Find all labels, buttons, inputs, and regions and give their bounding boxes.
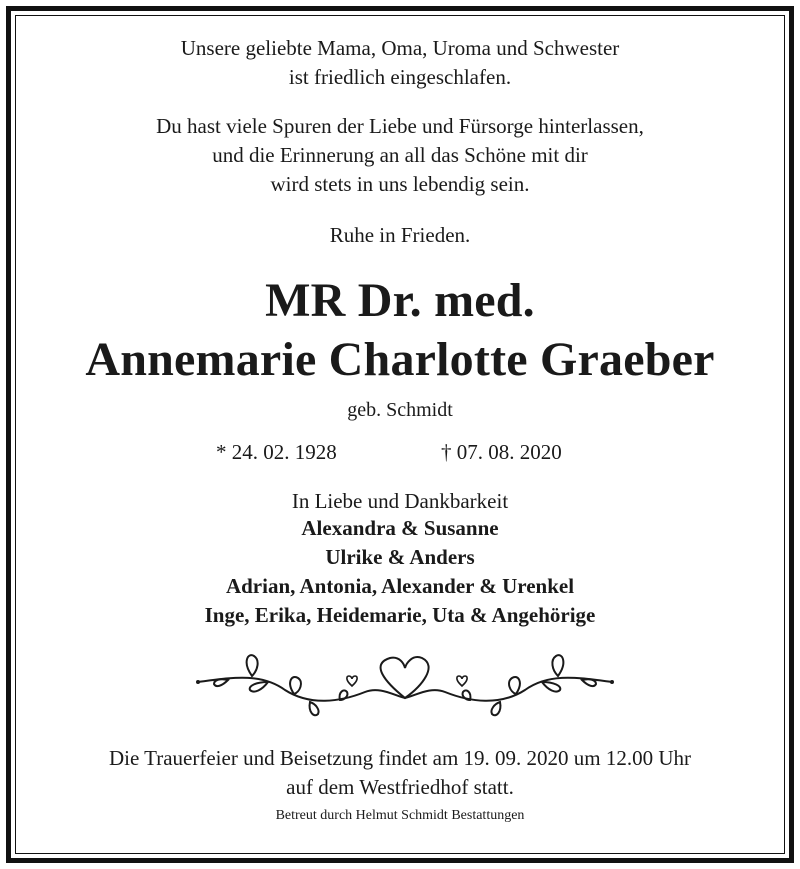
rest-in-peace: Ruhe in Frieden.: [329, 223, 471, 247]
deceased-title: MR Dr. med.: [265, 274, 535, 327]
death-date: † 07. 08. 2020: [441, 440, 562, 464]
funeral-line-2: auf dem Westfriedhof statt.: [286, 775, 514, 799]
mourner-line: Alexandra & Susanne: [301, 516, 499, 540]
undertaker-credit: Betreut durch Helmut Schmidt Bestattungen: [275, 808, 525, 823]
dates-row: [0, 442, 800, 466]
verse-line-1: Du hast viele Spuren der Liebe und Fürsorge hinterlassen,: [156, 114, 644, 138]
mourner-line: Ulrike & Anders: [325, 545, 475, 569]
mourner-line: Inge, Erika, Heidemarie, Uta & Angehörige: [204, 603, 596, 627]
mourner-line: Adrian, Antonia, Alexander & Urenkel: [225, 574, 575, 598]
deceased-name: Annemarie Charlotte Graeber: [85, 333, 715, 386]
birth-name: geb. Schmidt: [347, 399, 453, 421]
inner-border: [15, 15, 785, 854]
intro-line-1: Unsere geliebte Mama, Oma, Uroma und Schwester: [180, 36, 620, 60]
verse-line-2: und die Erinnerung an all das Schöne mit dir: [212, 143, 588, 167]
birth-date: * 24. 02. 1928: [216, 440, 337, 464]
verse-line-3: wird stets in uns lebendig sein.: [270, 172, 530, 196]
mourners-intro: In Liebe und Dankbarkeit: [291, 489, 509, 513]
heart-vine-ornament-icon: [190, 642, 620, 722]
intro-line-2: ist friedlich eingeschlafen.: [288, 65, 512, 89]
funeral-line-1: Die Trauerfeier und Beisetzung findet am 19. 09. 2020 um 12.00 Uhr: [108, 746, 692, 770]
